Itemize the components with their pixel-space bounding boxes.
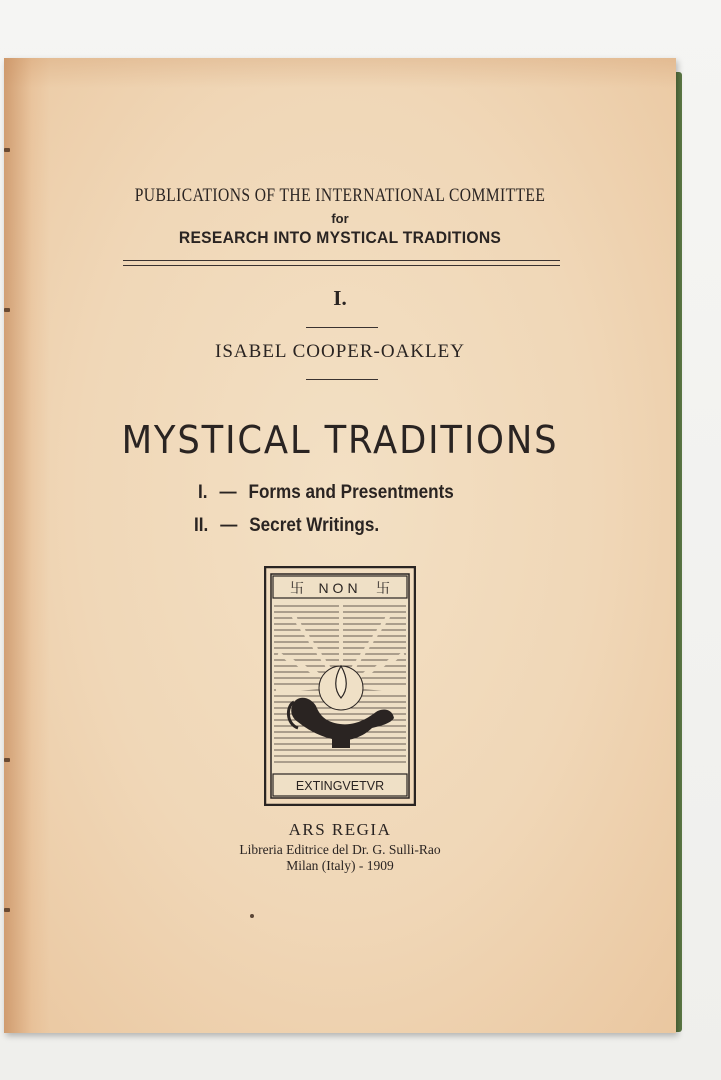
publisher-emblem <box>264 566 416 806</box>
volume-number: I. <box>333 286 347 310</box>
binding-stitch <box>4 758 10 762</box>
part-2 <box>194 515 379 537</box>
emblem-bottom-text: EXTINGVETVR <box>295 779 385 793</box>
bookseller-line: Libreria Editrice del Dr. G. Sulli-Rao <box>239 842 441 857</box>
part-number: II. <box>194 515 209 536</box>
author-name: ISABEL COOPER-OAKLEY <box>215 341 465 362</box>
part-title: Secret Writings. <box>249 515 380 536</box>
publisher-name: ARS REGIA <box>288 820 392 839</box>
part-number: I. <box>198 482 208 503</box>
emblem-top-text: NON <box>318 580 362 596</box>
place-year-line: Milan (Italy) - 1909 <box>286 858 394 873</box>
series-subheading: RESEARCH INTO MYSTICAL TRADITIONS <box>178 228 502 247</box>
part-1 <box>198 482 454 504</box>
divider <box>306 327 378 328</box>
part-dash: — <box>220 515 238 536</box>
series-heading: PUBLICATIONS OF THE INTERNATIONAL COMMITTEE <box>134 185 546 206</box>
paper-speck <box>250 914 254 918</box>
series-connector: for <box>331 211 349 226</box>
swastika-left-icon: 卐 <box>290 581 304 597</box>
binding-stitch <box>4 908 10 912</box>
binding-stitch <box>4 148 10 152</box>
part-title: Forms and Presentments <box>248 482 454 503</box>
part-dash: — <box>219 482 237 503</box>
lamp-base <box>332 738 350 748</box>
double-divider <box>123 260 560 266</box>
swastika-right-icon: 卐 <box>376 581 390 597</box>
book-title: MYSTICAL TRADITIONS <box>121 418 559 462</box>
divider <box>306 379 378 380</box>
